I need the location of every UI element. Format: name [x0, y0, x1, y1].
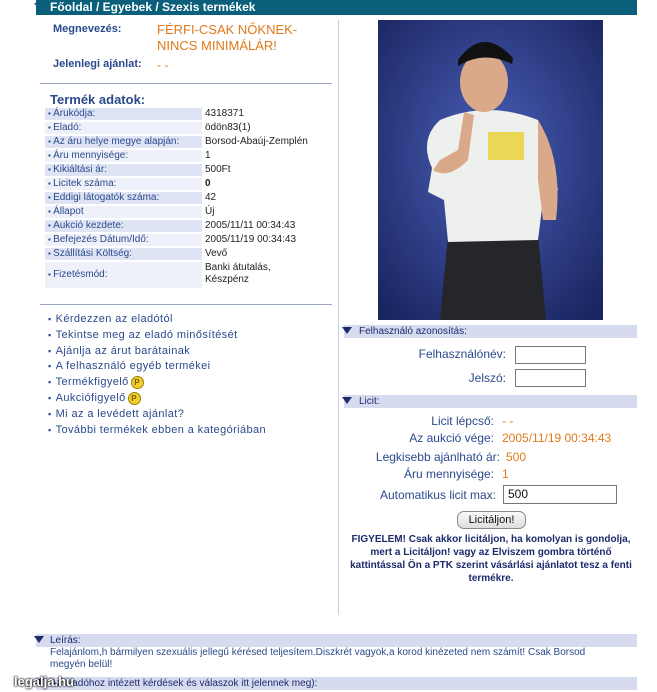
- details-value: Borsod-Abaúj-Zemplén: [205, 136, 308, 147]
- current-offer-value: - -: [157, 58, 169, 72]
- details-value: Új: [205, 206, 215, 217]
- details-key: ▪ Kikiáltási ár:: [45, 164, 202, 176]
- details-key: ▪ Aukció kezdete:: [45, 220, 202, 232]
- details-table: [45, 106, 326, 290]
- bid-button[interactable]: Licitáljon!: [457, 511, 526, 529]
- details-row: [45, 164, 326, 176]
- details-title: Termék adatok:: [50, 92, 146, 107]
- person-photo-icon: [378, 20, 603, 320]
- details-value: 0: [205, 178, 211, 189]
- coin-icon: P: [128, 392, 141, 405]
- watermark: legalja.hu: [14, 674, 74, 689]
- auction-end-label: Az aukció vége:: [409, 431, 494, 445]
- current-offer-label: Jelenlegi ajánlat:: [53, 58, 142, 70]
- breadcrumb-bar: [36, 0, 637, 15]
- details-key: ▪ Állapot: [45, 206, 202, 218]
- collapse-triangle-icon: [342, 327, 352, 334]
- details-row: [45, 136, 326, 148]
- details-key: ▪ Licitek száma:: [45, 178, 202, 190]
- details-row: [45, 150, 326, 162]
- details-row: [45, 262, 326, 288]
- details-key: ▪ Az áru helye megye alapján:: [45, 136, 202, 148]
- details-row: [45, 206, 326, 218]
- details-key: ▪ Fizetésmód:: [45, 262, 202, 288]
- link-user-items[interactable]: ▪ A felhasználó egyéb termékei: [48, 360, 211, 373]
- details-key: ▪ Szállítási Költség:: [45, 248, 202, 260]
- details-value: 2005/11/19 00:34:43: [205, 234, 297, 245]
- details-key: ▪ Áru mennyisége:: [45, 150, 202, 162]
- details-value: 1: [205, 150, 211, 161]
- details-row: [45, 178, 326, 190]
- auto-bid-input[interactable]: 500: [503, 485, 617, 504]
- min-price-label: Legkisebb ajánlható ár:: [375, 450, 500, 464]
- details-row: [45, 122, 326, 134]
- action-links: [48, 312, 266, 438]
- link-recommend[interactable]: ▪ Ajánlja az árut barátainak: [48, 344, 191, 357]
- divider: [40, 83, 332, 84]
- password-label: Jelszó:: [468, 371, 506, 385]
- link-ask-seller[interactable]: ▪ Kérdezzen az eladótól: [48, 313, 173, 325]
- username-label: Felhasználónév:: [418, 347, 506, 361]
- details-key: ▪ Árukódja:: [45, 108, 202, 120]
- bid-step-label: Licit lépcső:: [431, 414, 494, 428]
- quantity-value: 1: [502, 467, 509, 481]
- collapse-triangle-icon: [342, 397, 352, 404]
- product-name: FÉRFI-CSAK NŐKNEK- NINCS MINIMÁLÁR!: [157, 22, 298, 53]
- column-divider: [338, 20, 339, 615]
- qa-bar: Az eladóhoz intézett kérdések és válaszok itt jelennek meg):: [36, 677, 637, 690]
- link-auction-watch[interactable]: ▪ Aukciófigyelő P: [48, 391, 266, 407]
- auto-bid-label: Automatikus licit max:: [379, 488, 496, 502]
- bid-warning: FIGYELEM! Csak akkor licitáljon, ha komolyan is gondolja, mert a Licitáljon! vagy az Elviszem gombra történő kattintással Ön a PTK szerint vásárlási ajánlatot tesz a fenti termékre.: [350, 534, 632, 584]
- password-input[interactable]: [515, 369, 586, 387]
- details-key: ▪ Eddigi látogatók száma:: [45, 192, 202, 204]
- login-section-bar: Felhasználó azonosítás:: [344, 325, 637, 338]
- details-row: [45, 108, 326, 120]
- link-protected-offer[interactable]: ▪ Mi az a levédett ajánlat?: [48, 407, 185, 420]
- breadcrumb[interactable]: Főoldal / Egyebek / Szexis termékek: [50, 0, 256, 14]
- details-value: 4318371: [205, 108, 244, 119]
- quantity-label: Áru mennyisége:: [403, 467, 494, 481]
- divider: [40, 304, 332, 305]
- details-value: Vevő: [205, 248, 228, 259]
- link-seller-rating[interactable]: ▪ Tekintse meg az eladó minősítését: [48, 328, 238, 341]
- details-value: Banki átutalás, Készpénz: [205, 262, 271, 285]
- description-bar: Leírás:: [36, 634, 637, 647]
- username-input[interactable]: [515, 346, 586, 364]
- details-row: [45, 234, 326, 246]
- details-value: 2005/11/11 00:34:43: [205, 220, 296, 231]
- coin-icon: P: [131, 376, 144, 389]
- bid-step-value: - -: [502, 414, 514, 428]
- description-text: Felajánlom,h bármilyen szexuális jellegű kérésed teljesítem.Diszkrét vagyok,a korod kinézeted nem számít! Csak Borsod megyén belül!: [50, 647, 586, 670]
- details-row: [45, 248, 326, 260]
- product-photo[interactable]: [378, 20, 603, 320]
- details-value: 500Ft: [205, 164, 231, 175]
- details-row: [45, 192, 326, 204]
- collapse-triangle-icon: [34, 636, 44, 643]
- details-row: [45, 220, 326, 232]
- auction-end-value: 2005/11/19 00:34:43: [502, 431, 612, 445]
- min-price-value: 500: [506, 450, 527, 464]
- details-key: ▪ Befejezés Dátum/Idő:: [45, 234, 202, 246]
- bid-section-bar: Licit:: [344, 395, 637, 408]
- product-name-label: Megnevezés:: [53, 23, 122, 35]
- collapse-triangle-icon: [34, 3, 46, 11]
- details-value: 42: [205, 192, 217, 203]
- link-product-watch[interactable]: ▪ Termékfigyelő P: [48, 375, 266, 391]
- details-value[interactable]: ödön83(1): [205, 122, 251, 133]
- link-more-in-category[interactable]: ▪ További termékek ebben a kategóriában: [48, 423, 267, 436]
- details-key: ▪ Eladó:: [45, 122, 202, 134]
